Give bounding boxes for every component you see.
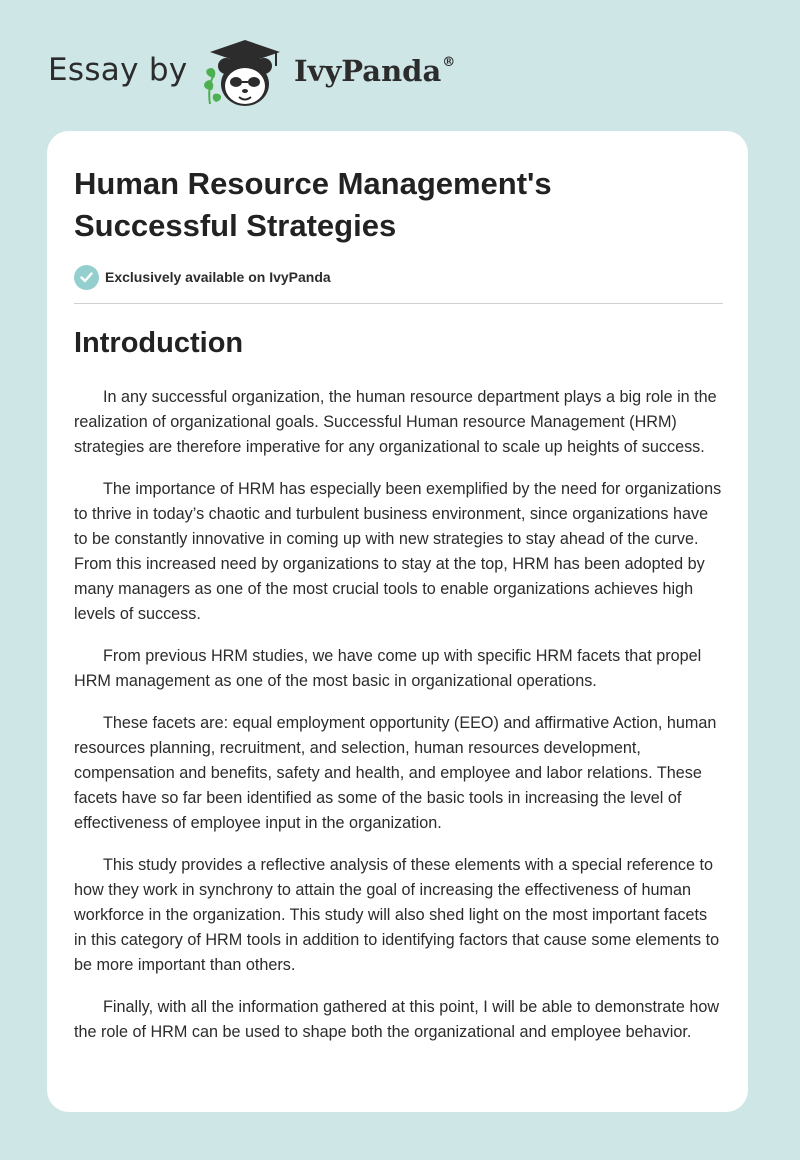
article-card	[47, 131, 748, 1112]
badge-label: Exclusively available on IvyPanda	[105, 269, 331, 285]
paragraph: The importance of HRM has especially been exemplified by the need for organizations to thrive in today’s chaotic and turbulent business environment, since organizations have to be constantly innovative in coming up with new strategies to stay ahead of the curve. From this increased need by organizations to stay at the top, HRM has been adopted by many managers as one of the most crucial tools to enable organizations achieves high levels of success.	[74, 480, 722, 623]
divider	[74, 303, 723, 304]
brand-name[interactable]	[294, 54, 455, 88]
exclusive-badge	[74, 264, 331, 290]
site-header	[48, 32, 648, 112]
registered-mark: ®	[442, 55, 456, 71]
panda-logo-icon[interactable]	[202, 34, 288, 110]
paragraph: These facets are: equal employment opportunity (EEO) and affirmative Action, human resources planning, recruitment, and selection, human resources development, compensation and benefits, safety and health, and employee and labor relations. These facets have so far been identified as some of the basic tools in increasing the level of effectiveness of employee input in the organization.	[74, 714, 717, 832]
page-title: Human Resource Management's Successful Strategies	[74, 166, 552, 243]
section-title-introduction: Introduction	[74, 327, 244, 359]
paragraph: In any successful organization, the human resource department plays a big role in the realization of organizational goals. Successful Human resource Management (HRM) strategies are therefore imperative for any organizational to scale up heights of success.	[74, 388, 717, 456]
check-circle-icon	[74, 265, 99, 290]
essay-by-label: Essay by	[48, 52, 188, 88]
brand-label: IvyPanda	[294, 54, 442, 88]
article-body	[74, 385, 723, 1062]
paragraph: This study provides a reflective analysis of these elements with a special reference to how they work in synchrony to attain the goal of increasing the effectiveness of human workforce in the organization. This study will also shed light on the most important facets in this category of HRM tools in addition to identifying factors that cause some elements to be more important than others.	[74, 856, 720, 974]
paragraph: Finally, with all the information gathered at this point, I will be able to demonstrate how the role of HRM can be used to shape both the organizational and employee behavior.	[74, 998, 720, 1041]
paragraph: From previous HRM studies, we have come up with specific HRM facets that propel HRM management as one of the most basic in organizational operations.	[74, 647, 702, 690]
